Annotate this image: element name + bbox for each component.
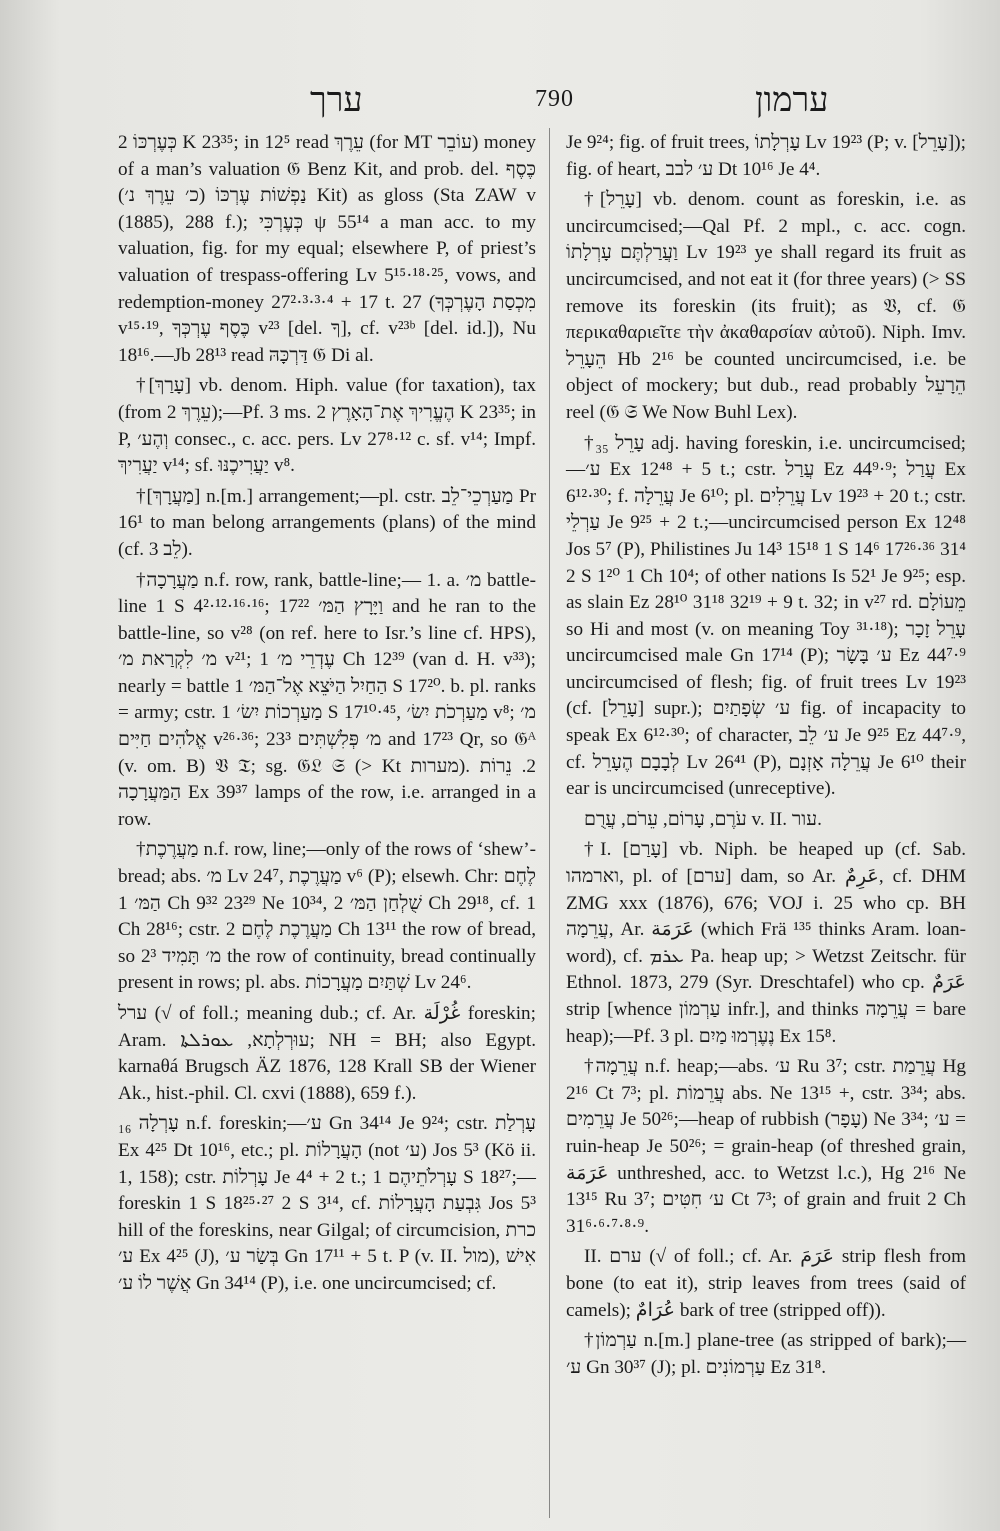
entry-aremah: †עֲרֵמָה n.f. heap;—abs. ע׳ Ru 3⁷; cstr. עֲרֵמַת Hg 2¹⁶ Ct 7³; pl. עֲרֵמוֹת abs. Ne 13¹⁵ +, cstr. 3³⁴; abs. עֲרֵמִים Je 50²⁶;—heap of rubbish (עָפָר) Ne 3³⁴; ע׳ = ruin-heap Je 50²⁶; = grain-heap (of threshed grain, عَرَمَة unthreshed, acc. to Wetzst l.c.), Hg 2¹⁶ Ne 13¹⁵ Ru 3⁷; ע׳ חִטִּים Ct 7³; of grain and fruit 2 Ch 31⁶·⁶·⁷·⁸·⁹. <box>566 1056 967 1237</box>
entry-arel-verb: †[עָרֵל] vb. denom. count as foreskin, i.e. as uncircumcised;—Qal Pf. 2 mpl., c. acc. cogn. וַעֲרַלְתֶּם עָרְלָתוֹ Lv 19²³ ye shall regard its fruit as uncircumcised, and not eat it (for three years) (> SS remove its foreskin (its fruit); as 𝔙, cf. 𝔊 περικαθαριεῖτε τὴν ἀκαθαρσίαν αὐτοῦ). Niph. Imv. הֵעָרֵל Hb 2¹⁶ be counted uncircumcised, i.e. be object of mockery; but dub., read probably הֵרָעֵל reel (𝔊 𝔖 We Now Buhl Lex). <box>566 189 966 423</box>
entry-continuation: כְּעֶרְכּוֹ 2 K 23³⁵; in 12⁵ read עֵרֶךְ (for MT עוֹבֵר) money of a man’s valuation 𝔊 Benz Kit, and prob. del. כֶּסֶף נַפְשׁוֹת עֶרְכּוֹ (כ׳ עֵרֶךְ נ׳) Kit) as gloss (Sta ZAW v (1885), 288 f.); כְּעֶרְכִּי ψ 55¹⁴ a man acc. to my valuation, fig. for my equal; elsewhere P, of priest’s valuation of trespass-offering Lv 5¹⁵·¹⁸·²⁵, vows, and redemption-money 27²·³·³·⁴ + 17 t. 27 (מִכְסַת הָעֶרְכְּךָ v¹⁵·¹⁹, כֶּסֶף עֶרְכְּךָ v²³ [del. ךָ], cf. v²³ᵇ [del. id.]), Nu 18¹⁶.—Jb 28¹³ read דַּרְכָּהּ 𝔊 Di al. <box>118 132 537 366</box>
left-running-headword: ערך <box>310 82 363 119</box>
entry-orlah: עָרְלָה ₁₆ n.f. foreskin;—ע׳ Gn 34¹⁴ Je 9²⁴; cstr. עָרְלַת Ex 4²⁵ Dt 10¹⁶, etc.; pl. הָעֲרָלוֹת (not ע׳) Jos 5³ (Kö ii. 1, 158); cstr. עָרְלוֹת Je 4⁴ + 2 t.; עָרְלֹתֵיהֶם 1 S 18²⁷;—foreskin 1 S 18²⁵·²⁷ 2 S 3¹⁴, cf. גִּבְעַת הָעֲרָלוֹת Jos 5³ hill of the foreskins, near Gilgal; of circumcision, כרת ע׳ Ex 4²⁵ (J), בְּשַׂר ע׳ Gn 17¹¹ + 5 t. P (v. II. מול), אִישׁ אֲשֶׁר לוֹ ע׳ Gn 34¹⁴ (P), i.e. one uncircumcised; cf. <box>118 1113 537 1294</box>
entry-arel-adj: †עָרֵל ₃₅ adj. having foreskin, i.e. uncircumcised;—ע׳ Ex 12⁴⁸ + 5 t.; cstr. עֲרַל Ez 44⁹·⁹; עֲרַל Ex 6¹²·³⁰; f. עֲרֵלָה Je 6¹⁰; pl. עֲרֵלִים Lv 19²³ + 20 t.; cstr. עַרְלֵי Je 9²⁵ + 2 t.;—uncircumcised person Ex 12⁴⁸ Jos 5⁷ (P), Philistines Ju 14³ 15¹⁸ 1 S 14⁶ 17²⁶·³⁶ 31⁴ 2 S 1²⁰ 1 Ch 10⁴; of other nations Is 52¹ Je 9²⁵; esp. as slain Ez 28¹⁰ 31¹⁸ 32¹⁹ + 9 t. 32; in v²⁷ rd. מֵעוֹלָם so Hi and most (v. on meaning Toy ³¹·¹⁸); עָרֵל זָכָר uncircumcised male Gn 17¹⁴ (P); ע׳ בָּשָׂר Ez 44⁷·⁹ uncircumcised of flesh; fig. of fruit trees Lv 19²³ (cf. [עָרֵל] supr.); ע׳ שְׂפָתַיִם fig. of incapacity to speak Ex 6¹²·³⁰; of character, ע׳ לֵב Je 9²⁵ Ez 44⁷·⁹, cf. לְבָבָם הֶעָרֵל Lv 26⁴¹ (P), עֲרֵלָה אָזְנָם Je 6¹⁰ their ear is uncircumcised (unreceptive). <box>566 432 967 800</box>
column-divider <box>549 128 550 1518</box>
left-column <box>118 130 536 1298</box>
right-running-headword: ערמון <box>755 82 829 119</box>
entry-aram-verb: †I. [עָרַם] vb. Niph. be heaped up (cf. Sab. וארמהו, pl. of [ערם] dam, so Ar. عَرِمٌ, cf. DHM ZMG xxx (1876), 676; VOJ i. 25 who cp. BH עֲרֵמָה, Ar. عَرَمَة (which Frä ¹³⁵ thinks Aram. loan-word), cf. ܥܪܡ Pa. heap up; > Wetzst Zeitschr. für Ethnol. 1873, 279 (Syr. Dreschtafel) who cp. عَرَمٌ strip [whence עַרְמוֹן infr.], and thinks עֲרֵמָה = bare heap);—Pf. 3 pl. נֶעֶרְמוּ מַיִם Ex 15⁸. <box>566 839 967 1047</box>
entry-continuation-right: Je 9²⁴; fig. of fruit trees, עָרְלָתוֹ Lv 19²³ (P; v. [עָרֵל]); fig. of heart, ע׳ לבב Dt 10¹⁶ Je 4⁴. <box>566 132 967 180</box>
entry-root-arm-ii: II. ערם (√ of foll.; cf. Ar. عَرَمَ strip flesh from bone (to eat it), strip leaves from trees (said of camels); عُرَامٌ bark of tree (stripped off)). <box>566 1246 966 1321</box>
right-column <box>566 130 966 1381</box>
page-header <box>90 82 940 122</box>
entry-maarak: †[מַעֲרָךְ] n.[m.] arrangement;—pl. cstr. מַעַרְכֵי־לֵב Pr 16¹ to man belong arrangements (plans) of the mind (cf. לֵב 3). <box>118 485 537 560</box>
entry-root-arl: ערל (√ of foll.; meaning dub.; cf. Ar. غُرْلَة foreskin; Aram. עוּרְלְתָא, ܥܘܪܠܬܐ; NH = BH; also Egypt. karnaθá Brugsch ÄZ 1876, 128 Krall SB der Wiener Ak., hist.-phil. Cl. cxvi (1888), 659 f.). <box>118 1003 537 1104</box>
entry-maarakah: †מַעֲרָכָה n.f. row, rank, battle-line;— 1. a. מ׳ battle-line 1 S 4²·¹²·¹⁶·¹⁶; וַיָּרָץ הַמּ׳ 17²² and he ran to the battle-line, so v²⁸ (on ref. here to Isr.’s line cf. HPS), מ׳ לִקְרַאת מ׳ v²¹; עֶדְרֵי מ׳ 1 Ch 12³⁹ (van d. H. v³³); nearly = battle הַחַיִל הַיֹּצֵא אֶל־הַמּ׳ 1 S 17²⁰. b. pl. ranks = army; cstr. מַעַרְכוֹת יִשׂ׳ 1 S 17¹⁰·⁴⁵, מַעַרְכֹת יִשׂ׳ v⁸; מ׳ אֱלֹהִים חַיִּים v²⁶·³⁶; מ׳ פְּלִשְׁתִּים 23³ and 17²³ Qr, so 𝔊ᴬ (v. om. B) 𝔙 𝔗; sg. 𝔊𝔏 𝔖 (> Kt מערות). 2. נֵרוֹת הַמַּעֲרָכָה Ex 39³⁷ lamps of the row, i.e. arranged in a row. <box>118 569 537 830</box>
entry-arak-verb: †[עָרַךְ] vb. denom. Hiph. value (for taxation), tax (from עֵרֶךְ 2);—Pf. 3 ms. הֶעֱרִיךְ אֶת־הָאָרֶץ 2 K 23³⁵; in P, וְהֶע׳ consec., c. acc. pers. Lv 27⁸·¹² c. sf. v¹⁴; Impf. יַעֲרִיךְ v¹⁴; sf. יַעֲרִיכֶנּוּ v⁸. <box>118 375 537 477</box>
entry-cross-reference: עֹרֶם, עָרוֹם, עֵרֹם, עֲרֻם v. II. עור. <box>584 808 822 830</box>
entry-armon: †עַרְמוֹן n.[m.] plane-tree (as stripped of bark);—ע׳ Gn 30³⁷ (J); pl. עַרְמוֹנִים Ez 31⁸. <box>566 1330 967 1378</box>
entry-maareketh: †מַעֲרֶכֶת n.f. row, line;—only of the rows of ‘shew’-bread; abs. מ׳ Lv 24⁷, מַעֲרֶכֶת v⁶ (P); elsewh. Chr: לֶחֶם הַמּ׳ 1 Ch 9³² 23²⁹ Ne 10³⁴, שֻׁלְחַן הַמּ׳ 2 Ch 29¹⁸, cf. 1 Ch 28¹⁶; cstr. מַעֲרֶכֶת לֶחֶם 2 Ch 13¹¹ the row of bread, so מ׳ תָּמִיד 2³ the row of continuity, bread continually present in rows; pl. abs. שְׁתַּיִם מַעֲרָכוֹת Lv 24⁶. <box>118 839 537 994</box>
page-number: 790 <box>535 86 574 112</box>
